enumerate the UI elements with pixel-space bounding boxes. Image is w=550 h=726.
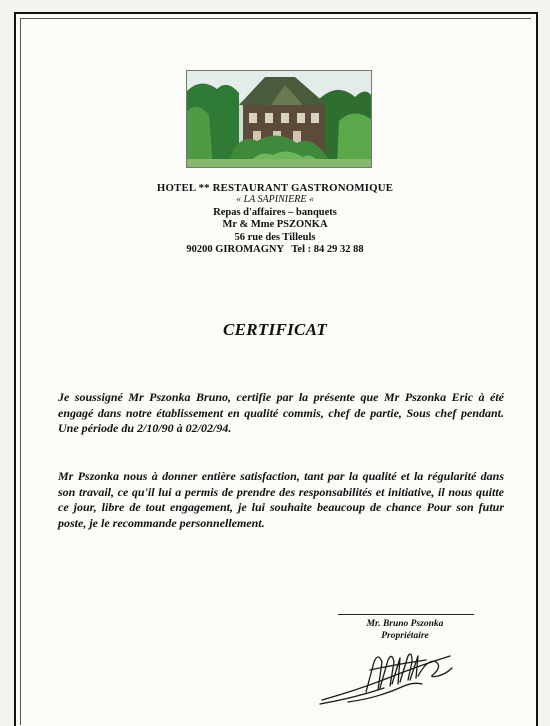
restaurant-name: « LA SAPINIERE « xyxy=(236,194,314,206)
body-paragraph-1: Je soussigné Mr Pszonka Bruno, certifie par la présente que Mr Pszonka Eric à été engagé dans notre établissement en qualité commis, chef de partie, Sous chef pendant. Une période du 2/10/90 à 02/02/94. xyxy=(58,390,504,436)
street-address: 56 rue des Tilleuls xyxy=(234,231,316,243)
hotel-name-line: HOTEL ** RESTAURANT GASTRONOMIQUE xyxy=(156,182,394,194)
certificate-title: CERTIFICAT xyxy=(222,320,328,339)
signatory-role: Propriétaire xyxy=(381,631,429,641)
services-line: Repas d'affaires – banquets xyxy=(213,206,337,218)
hotel-photo xyxy=(186,70,372,168)
handwritten-signature xyxy=(318,640,458,710)
hotel-letterhead xyxy=(120,182,430,256)
signature-block xyxy=(330,618,480,642)
owners-line: Mr & Mme PSZONKA xyxy=(222,219,328,231)
city-phone-line: 90200 GIROMAGNY Tel : 84 29 32 88 xyxy=(186,244,364,256)
body-paragraph-2: Mr Pszonka nous à donner entière satisfaction, tant par la qualité et la régularité dans son travail, ce qu'il lui a permis de prendre des responsabilités et initiative, il nous quitte ce jour, libre de tout engagement, je lui souhaite beaucoup de chance Pour son futur poste, je le recommande personnellement. xyxy=(58,469,504,530)
signatory-name: Mr. Bruno Pszonka xyxy=(366,619,444,629)
signature-rule xyxy=(338,614,474,615)
